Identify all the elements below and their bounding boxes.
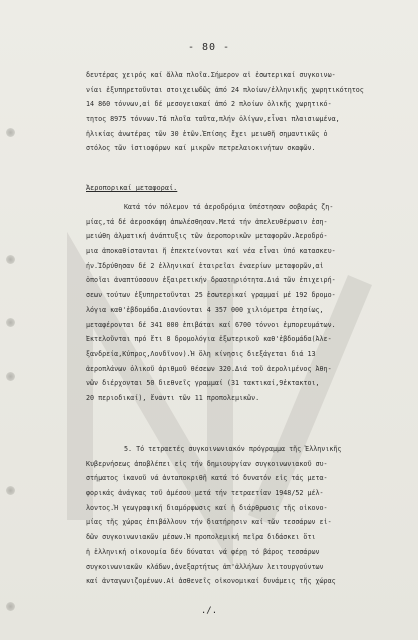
punch-hole [6, 128, 15, 137]
punch-hole [6, 372, 15, 381]
text-line: ξανδρεία,Κύπρος,Λονδῖνον).Ἡ ὅλη κίνησις διεξάγεται διά 13 [86, 349, 316, 358]
text-line: μεταφέρονται δέ 341 000 ἐπιβάται καί 6700 τόννοι ἐμπορευμάτων. [86, 320, 336, 329]
text-line: μειώθη ἀλματική ἀνάπτυξις τῶν ἀεροπορικῶν μεταφορῶν.Ἀεροδρό- [86, 232, 328, 241]
continuation-mark: ./. [200, 606, 218, 616]
text-line: δευτέρας χειρός καί ἄλλα πλοῖα.Σήμερον αἱ ἐσωτερικαί συγκοινω- [86, 71, 336, 79]
text-line: 20 περιοδικαί), ἔναντι τῶν 11 προπολεμικῶν. [86, 393, 260, 402]
punch-hole [6, 486, 15, 495]
text-line: καί ἀνταγωνιζομένων.Αἱ ἀσθενεῖς οἰκονομικαί δυνάμεις τῆς χώρας [86, 577, 336, 586]
text-line: Κυβερνήσεως ἀποβλέπει εἰς τήν δημιουργίαν συγκοινωνιακοῦ συ- [86, 459, 328, 468]
text-line: μίας,τά δέ ἀεροσκάφη ἀπωλέσθησαν.Μετά τήν ἀπελευθέρωσιν ἐση- [86, 217, 328, 226]
text-line: συγκοινωνιακῶν κλάδων,ἀνεξαρτήτως ἀπ'ἀλλήλων λειτουργούντων [86, 562, 324, 571]
paragraph-air-transport [86, 200, 386, 406]
paragraph-shipping [86, 68, 386, 156]
text-line: Ἐκτελοῦνται πρό ἔτι 8 δρομολόγια ἐξωτερικοῦ καθ'ἑβδομάδα(Ἀλε- [86, 335, 332, 344]
punch-hole [6, 318, 15, 327]
page-number: - 80 - [187, 42, 231, 53]
punch-hole [6, 255, 15, 264]
text-line: στήματος ἱκανοῦ νά ἀνταποκριθῆ κατά τό δυνατόν εἰς τάς μετα- [86, 474, 328, 483]
text-line: μια ἀποκαθίστανται ἤ ἐπεκτείνονται καί νέα εἶναι ὑπό κατασκευ- [86, 247, 336, 256]
text-line: ήν.Ἱδρύθησαν δέ 2 ἑλληνικαί ἑταιρεῖαι ἐναερίων μεταφορῶν,αἱ [86, 261, 324, 270]
text-line: στόλος τῶν ἰστιοφόρων καί μικρῶν πετρελαιοκινήτων σκαφῶν. [86, 144, 316, 153]
text-line: ἡλικίας ἀνωτέρας τῶν 30 ἐτῶν.Ἐπίσης ἔχει μειωθῆ σημαντικῶς ὁ [86, 129, 328, 138]
text-line: λόγια καθ'ἑβδομάδα.Διανύονται 4 357 000 χιλιόμετρα ἐτησίως, [86, 305, 324, 314]
text-line: ὁποῖαι ἀναπτύσσουν ἐξαιρετικήν δραστηριότητα.Διά τῶν ἐπιχειρή- [86, 276, 336, 285]
text-line: σεων τούτων ἐξυπηρετοῦνται 25 ἐσωτερικαί γραμμαί μέ 192 δρομο- [86, 291, 336, 300]
text-line: δῶν συγκοινωνιακῶν μέσων.Ἡ προπολεμική πεῖρα διδάσκει ὅτι [86, 533, 316, 542]
text-line: φορικάς ἀνάγκας τοῦ ἀμέσου μετά τήν τετραετίαν 1948/52 μέλ- [86, 489, 324, 498]
text-line: λοντος.Ἡ γεωγραφική διαμόρφωσις καί ἡ διάρθρωσις τῆς οἰκονο- [86, 503, 328, 512]
text-line: τητος 8975 τόννων.Τά πλοῖα ταῦτα,πλήν ὀλίγων,εἶναι πλαισιωμένα, [86, 115, 340, 124]
text-line: 14 860 τόννων,αἱ δέ μεσογειακαί ἀπό 2 πλοίων ὁλικῆς χωρητικό- [86, 100, 332, 109]
text-line: νῶν διέρχονται 50 διεθνεῖς γραμμαί (31 τακτικαί,9ἐκτακτοι, [86, 379, 320, 388]
text-line: ἡ ἑλληνική οἰκονομία δέν δύναται νά φέρῃ τό βάρος τεσσάρων [86, 547, 320, 556]
text-line: νίαι ἐξυπηρετοῦνται στοιχειωδῶς ἀπό 24 πλοίων/ἐλληνικῆς χωρητικότητος [86, 85, 364, 94]
paragraph-transport-program [86, 442, 386, 589]
text-line: μίας τῆς χώρας ἐπιβάλλουν τήν διατήρησιν καί τῶν τεσσάρων εἰ- [86, 518, 332, 527]
text-line: ἀεροπλάνων ὁλικοῦ ἀριθμοῦ θέσεων 320.Διά τοῦ ἀερολιμένος Ἀθη- [86, 364, 332, 373]
text-line: 5. Τό τετραετές συγκοινωνιακόν πρόγραμμα τῆς Ἑλληνικῆς [124, 445, 342, 453]
section-heading-air-transport: Ἀεροπορικαί μεταφοραί. [86, 184, 178, 192]
text-line: Κατά τόν πόλεμον τά ἀεροδρόμια ὑπέστησαν σοβαράς ζη- [124, 203, 334, 211]
